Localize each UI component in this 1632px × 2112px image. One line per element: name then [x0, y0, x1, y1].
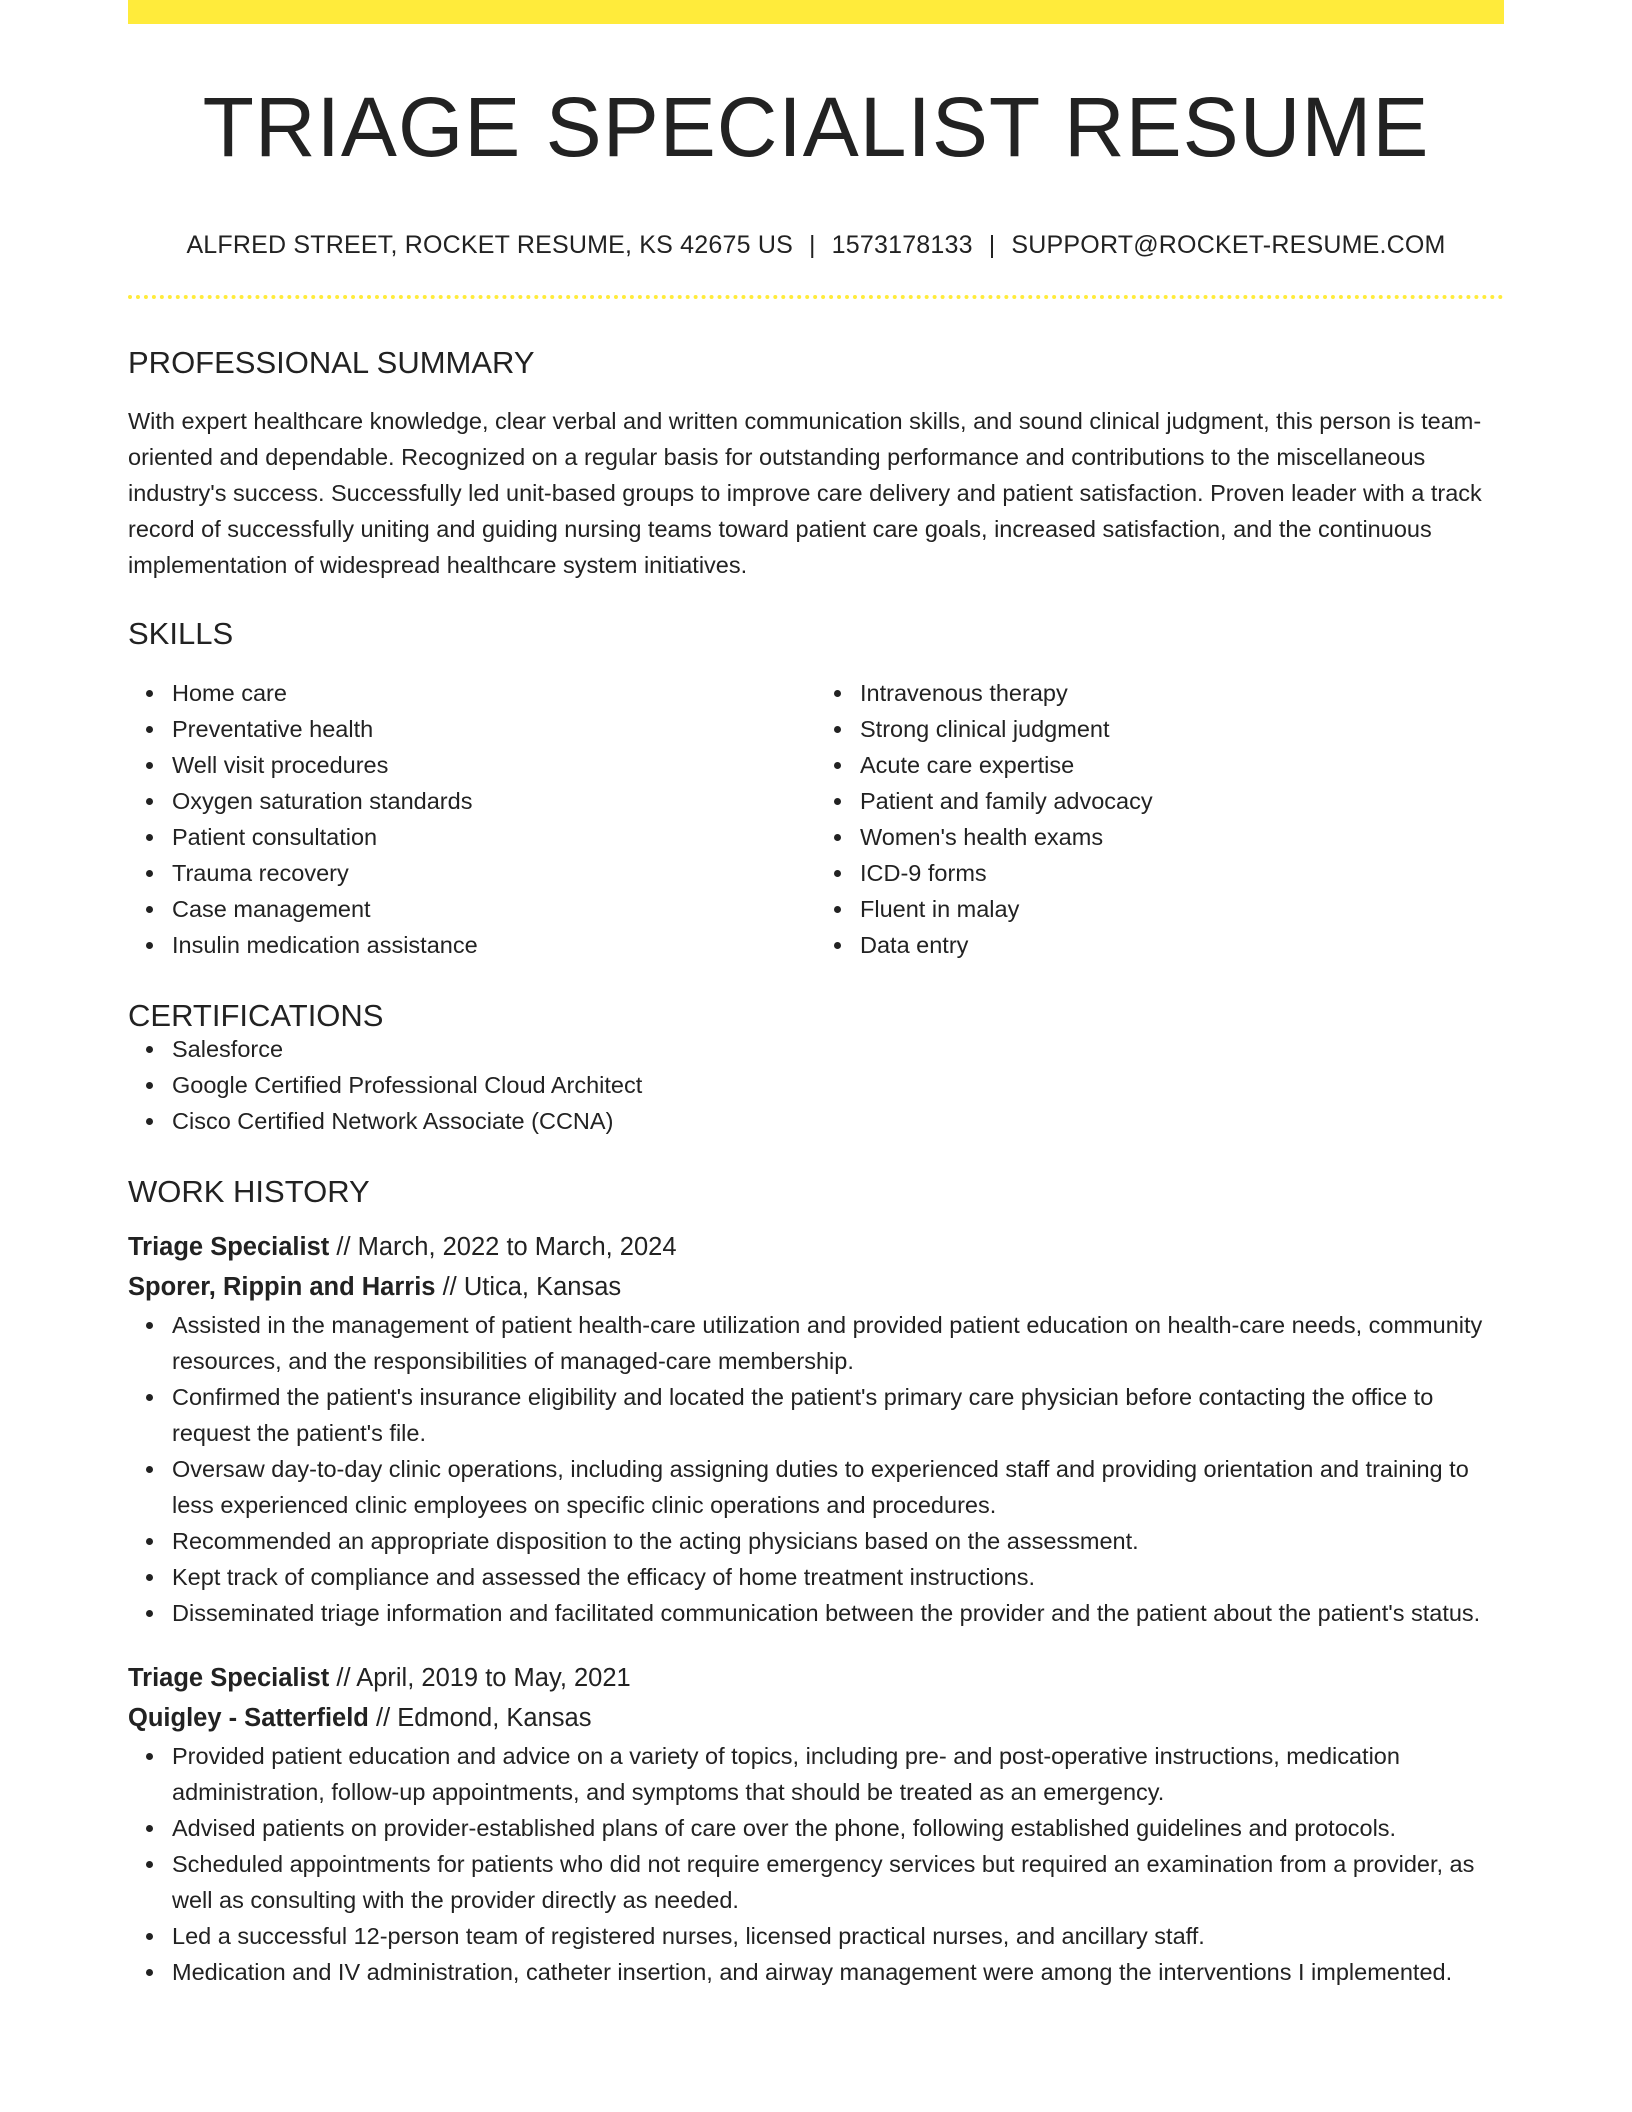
resume-page: [128, 0, 1504, 1990]
work-history-heading: WORK HISTORY: [128, 1174, 370, 1209]
job-company-line: [128, 1267, 1504, 1307]
job-duty: Provided patient education and advice on a variety of topics, including pre- and post-operative instructions, medication administration, follow-up appointments, and symptoms that should be treated as an emergency.: [172, 1738, 1504, 1810]
job-duties-list: [128, 1307, 1504, 1631]
job-title-line: [128, 1658, 1504, 1698]
skill-item: Acute care expertise: [860, 747, 1504, 783]
skill-item: Fluent in malay: [860, 891, 1504, 927]
skills-grid: [128, 675, 1504, 963]
job-duty: Confirmed the patient's insurance eligibility and located the patient's primary care physician before contacting the office to request the patient's file.: [172, 1379, 1504, 1451]
job-duty: Disseminated triage information and facilitated communication between the provider and the patient about the patient's status.: [172, 1595, 1504, 1631]
skill-item: Well visit procedures: [172, 747, 816, 783]
contact-email: SUPPORT@ROCKET-RESUME.COM: [1011, 231, 1446, 259]
job-duty: Assisted in the management of patient health-care utilization and provided patient education on health-care needs, community resources, and the responsibilities of managed-care membership.: [172, 1307, 1504, 1379]
skill-item: Trauma recovery: [172, 855, 816, 891]
skill-item: Intravenous therapy: [860, 675, 1504, 711]
skill-item: Preventative health: [172, 711, 816, 747]
job-dates: // March, 2022 to March, 2024: [336, 1233, 677, 1261]
skill-item: Insulin medication assistance: [172, 927, 816, 963]
contact-phone: 1573178133: [831, 231, 973, 259]
job-duty: Scheduled appointments for patients who did not require emergency services but required an examination from a provider, as well as consulting with the provider directly as needed.: [172, 1846, 1504, 1918]
skill-item: Home care: [172, 675, 816, 711]
certifications-heading: CERTIFICATIONS: [128, 998, 384, 1033]
job-duty: Kept track of compliance and assessed the efficacy of home treatment instructions.: [172, 1559, 1504, 1595]
job-location: // Edmond, Kansas: [375, 1704, 592, 1732]
skills-right-column: [816, 675, 1504, 963]
job-company: Sporer, Rippin and Harris: [128, 1273, 436, 1301]
job-duties-list: [128, 1738, 1504, 1990]
job-entry: [128, 1227, 1504, 1631]
contact-line: [128, 233, 1504, 258]
job-title: Triage Specialist: [128, 1664, 330, 1692]
job-entry: [128, 1658, 1504, 1990]
skill-item: Patient consultation: [172, 819, 816, 855]
resume-title: TRIAGE SPECIALIST RESUME: [202, 80, 1430, 174]
certification-item: Salesforce: [172, 1031, 1504, 1067]
certification-item: Google Certified Professional Cloud Architect: [172, 1067, 1504, 1103]
job-title: Triage Specialist: [128, 1233, 330, 1261]
job-duty: Advised patients on provider-established plans of care over the phone, following established guidelines and protocols.: [172, 1810, 1504, 1846]
job-title-line: [128, 1227, 1504, 1267]
skill-item: Oxygen saturation standards: [172, 783, 816, 819]
skills-left-column: [128, 675, 816, 963]
job-company-line: [128, 1698, 1504, 1738]
job-duty: Led a successful 12-person team of registered nurses, licensed practical nurses, and ancillary staff.: [172, 1918, 1504, 1954]
certifications-list: [128, 1031, 1504, 1139]
skill-item: Patient and family advocacy: [860, 783, 1504, 819]
skill-item: Strong clinical judgment: [860, 711, 1504, 747]
job-location: // Utica, Kansas: [442, 1273, 622, 1301]
skill-item: Case management: [172, 891, 816, 927]
dotted-divider: [128, 295, 1504, 299]
contact-separator: |: [808, 231, 816, 259]
skill-item: Data entry: [860, 927, 1504, 963]
contact-address: ALFRED STREET, ROCKET RESUME, KS 42675 US: [186, 231, 793, 259]
certification-item: Cisco Certified Network Associate (CCNA): [172, 1103, 1504, 1139]
job-duty: Oversaw day-to-day clinic operations, including assigning duties to experienced staff and providing orientation and training to less experienced clinic employees on specific clinic operations and procedures.: [172, 1451, 1504, 1523]
summary-text: With expert healthcare knowledge, clear verbal and written communication skills, and sound clinical judgment, this person is team-oriented and dependable. Recognized on a regular basis for outstanding performance and contributions to the miscellaneous industry's success. Successfully led unit-based groups to improve care delivery and patient satisfaction. Proven leader with a track record of successfully uniting and guiding nursing teams toward patient care goals, increased satisfaction, and the continuous implementation of widespread healthcare system initiatives.: [128, 408, 1482, 578]
contact-separator: |: [988, 231, 996, 259]
skill-item: ICD-9 forms: [860, 855, 1504, 891]
skill-item: Women's health exams: [860, 819, 1504, 855]
job-company: Quigley - Satterfield: [128, 1704, 369, 1732]
job-duty: Medication and IV administration, catheter insertion, and airway management were among the interventions I implemented.: [172, 1954, 1504, 1990]
job-duty: Recommended an appropriate disposition to the acting physicians based on the assessment.: [172, 1523, 1504, 1559]
accent-top-bar: [128, 0, 1504, 24]
skills-heading: SKILLS: [128, 616, 234, 651]
job-dates: // April, 2019 to May, 2021: [336, 1664, 631, 1692]
summary-heading: PROFESSIONAL SUMMARY: [128, 345, 535, 380]
